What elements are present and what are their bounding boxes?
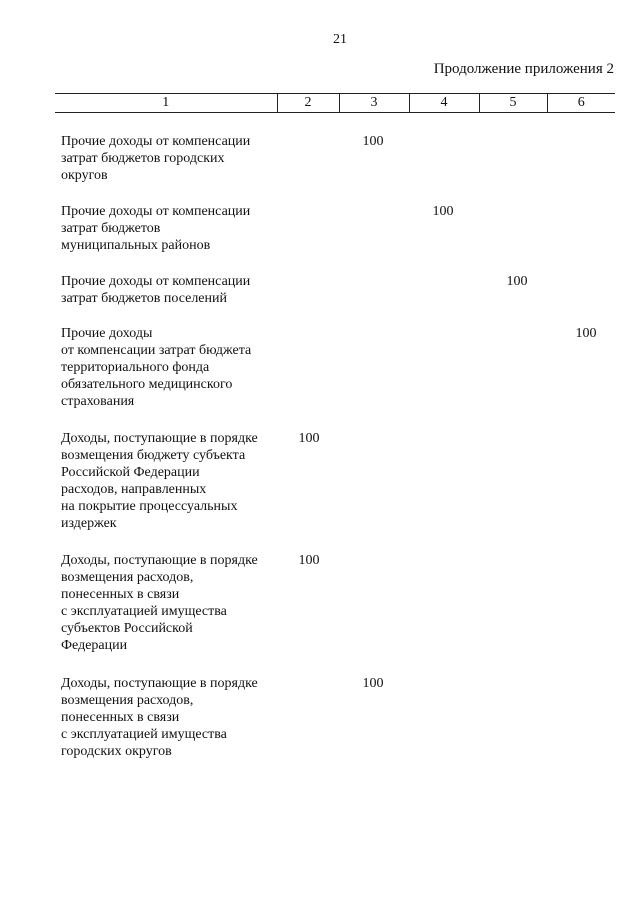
column-header-1: 1 [55, 94, 277, 113]
continuation-note: Продолжение приложения 2 [433, 61, 614, 77]
cell-col-2: 100 [298, 431, 320, 446]
column-header-2: 2 [277, 94, 339, 113]
row-description: Прочие доходы от компенсации затрат бюджетов поселений [61, 274, 251, 306]
column-header-table [55, 93, 615, 113]
cell-col-3: 100 [362, 134, 384, 149]
column-header-5: 5 [479, 94, 547, 113]
cell-col-5: 100 [506, 274, 528, 289]
cell-col-4: 100 [432, 204, 454, 219]
cell-col-6: 100 [575, 326, 597, 341]
row-description: Прочие доходы от компенсации затрат бюджетов городских округов [61, 134, 251, 183]
column-header-6: 6 [547, 94, 615, 113]
page-number: 21 [333, 32, 347, 47]
cell-col-2: 100 [298, 553, 320, 568]
row-description: Доходы, поступающие в порядке возмещения расходов, понесенных в связи с эксплуатацией имущества городских округов [61, 676, 258, 759]
row-description: Доходы, поступающие в порядке возмещения расходов, понесенных в связи с эксплуатацией имущества субъектов Российской Федерации [61, 553, 258, 653]
row-description: Доходы, поступающие в порядке возмещения бюджету субъекта Российской Федерации расходов, направленных на покрытие процессуальных издержек [61, 431, 258, 531]
row-description: Прочие доходы от компенсации затрат бюджетов муниципальных районов [61, 204, 251, 253]
row-description: Прочие доходы от компенсации затрат бюджета территориального фонда обязательного медицинского страхования [61, 326, 252, 409]
cell-col-3: 100 [362, 676, 384, 691]
column-header-row [55, 94, 615, 113]
column-header-4: 4 [409, 94, 479, 113]
column-header-3: 3 [339, 94, 409, 113]
